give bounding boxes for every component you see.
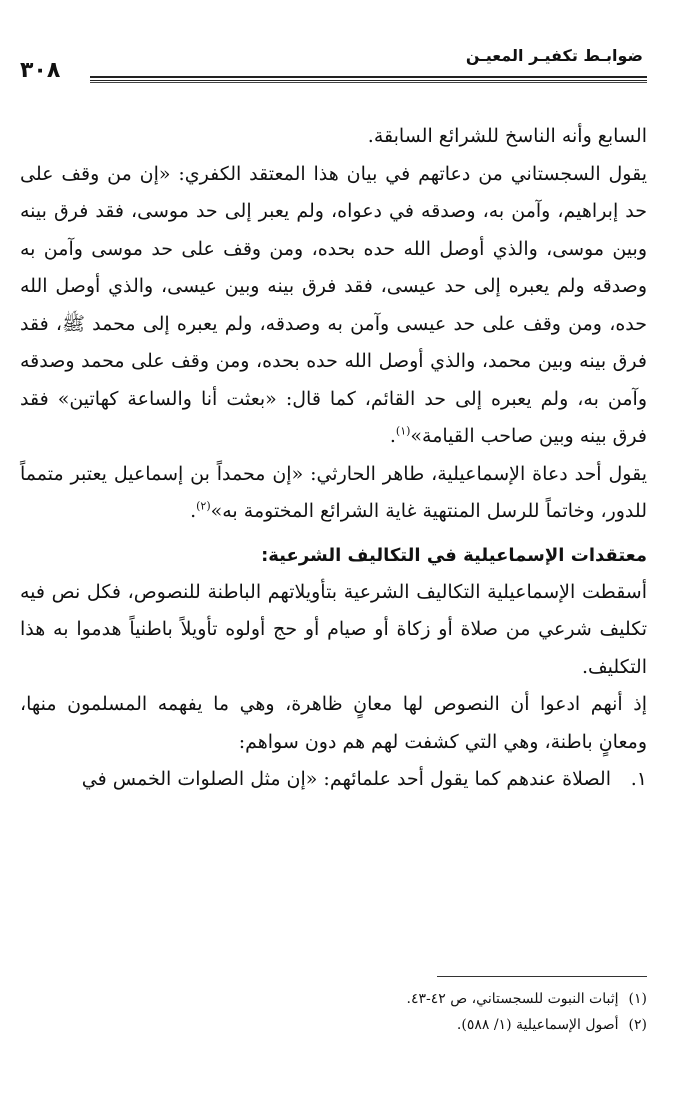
section-paragraph-2: إذ أنهم ادعوا أن النصوص لها معانٍ ظاهرة، وهي ما يفهمه المسلمون منها، ومعانٍ باطنة، وهي التي كشفت لهم هم دون سواهم: — [20, 693, 647, 753]
header-rule — [90, 76, 647, 81]
footnote-1 — [20, 986, 647, 1012]
footnote-mark-2: (٢) — [196, 499, 211, 513]
footnote-2-number: (٢) — [628, 1017, 647, 1033]
document-page — [20, 0, 647, 1094]
footnote-mark-1: (١) — [395, 424, 411, 438]
paragraph-1: السابع وأنه الناسخ للشرائع السابقة. — [367, 125, 647, 147]
footnotes — [20, 986, 647, 1038]
footnote-separator — [437, 976, 647, 977]
section-heading: معتقدات الإسماعيلية في التكاليف الشرعية: — [261, 544, 647, 566]
list-item-text: الصلاة عندهم كما يقول أحد علمائهم: «إن مثل الصلوات الخمس في — [81, 768, 611, 790]
running-header — [20, 40, 647, 92]
paragraph-3: يقول أحد دعاة الإسماعيلية، طاهر الحارثي: «إن محمداً بن إسماعيل يعتبر متمماً للدور، وخاتماً للرسل المنتهية غاية الشرائع المختومة به»$^{(٢)}$. — [20, 462, 647, 522]
header-rule-thin — [90, 82, 647, 83]
paragraph-2-text: يقول السجستاني من دعاتهم في بيان هذا المعتقد الكفري: «إن من وقف على حد إبراهيم، وآمن به، وصدقه في دعواه، ولم يعبر إلى حد موسى، فقد فرق بينه وبين موسى، والذي أوصل الله حده بحده، ومن وقف على حد موسى وآمن به وصدقه ولم يعبره إلى حد عيسى، فقد فرق بينه وبين عيسى، والذي أوصل الله حده، ومن وقف على حد عيسى وآمن به وصدقه، ولم يعبره إلى محمد ﷺ، فقد فرق بينه وبين محمد، والذي أوصل الله حده بحده، ومن وقف على محمد وصدقه وآمن به، ولم يعبره إلى حد القائم، كما قال: «بعثت أنا والساعة كهاتين» فقد فرق بينه وبين صاحب القيامة» — [20, 162, 647, 447]
footnote-1-number: (١) — [628, 991, 647, 1007]
footnote-1-text: إثبات النبوت للسجستاني، ص ٤٢-٤٣. — [406, 991, 619, 1007]
list-item-number: ١. — [630, 768, 647, 790]
paragraph-3-text: يقول أحد دعاة الإسماعيلية، طاهر الحارثي: «إن محمداً بن إسماعيل يعتبر متمماً للدور، وخاتماً للرسل المنتهية غاية الشرائع المختومة به» — [20, 462, 647, 522]
footnote-2 — [20, 1012, 647, 1038]
page-body — [20, 118, 647, 799]
page-number: ٣٠٨ — [20, 58, 61, 83]
footnote-2-text: أصول الإسماعيلية (١/ ٥٨٨). — [456, 1017, 619, 1033]
section-paragraph-1: أسقطت الإسماعيلية التكاليف الشرعية بتأويلاتهم الباطنة للنصوص، فكل نص فيه تكليف شرعي من صلاة أو زكاة أو صيام أو حج أولوه تأويلاً باطنياً هدموا به هذا التكليف. — [20, 580, 647, 678]
paragraph-2: يقول السجستاني من دعاتهم في بيان هذا المعتقد الكفري: «إن من وقف على حد إبراهيم، وآمن به، وصدقه في دعواه، ولم يعبر إلى حد موسى، فقد فرق بينه وبين موسى، والذي أوصل الله حده بحده، ومن وقف على حد موسى وآمن به وصدقه ولم يعبره إلى حد عيسى، فقد فرق بينه وبين عيسى، والذي أوصل الله حده، ومن وقف على حد عيسى وآمن به وصدقه، ولم يعبره إلى محمد ﷺ، فقد فرق بينه وبين محمد، والذي أوصل الله حده بحده، ومن وقف على محمد وصدقه وآمن به، ولم يعبره إلى حد القائم، كما قال: «بعثت أنا والساعة كهاتين» فقد فرق بينه وبين صاحب القيامة»$^{(١)}$. — [20, 162, 647, 447]
running-header-book-title: ضوابـط تكفيـر المعيـن — [465, 46, 643, 65]
list-item — [20, 761, 647, 799]
